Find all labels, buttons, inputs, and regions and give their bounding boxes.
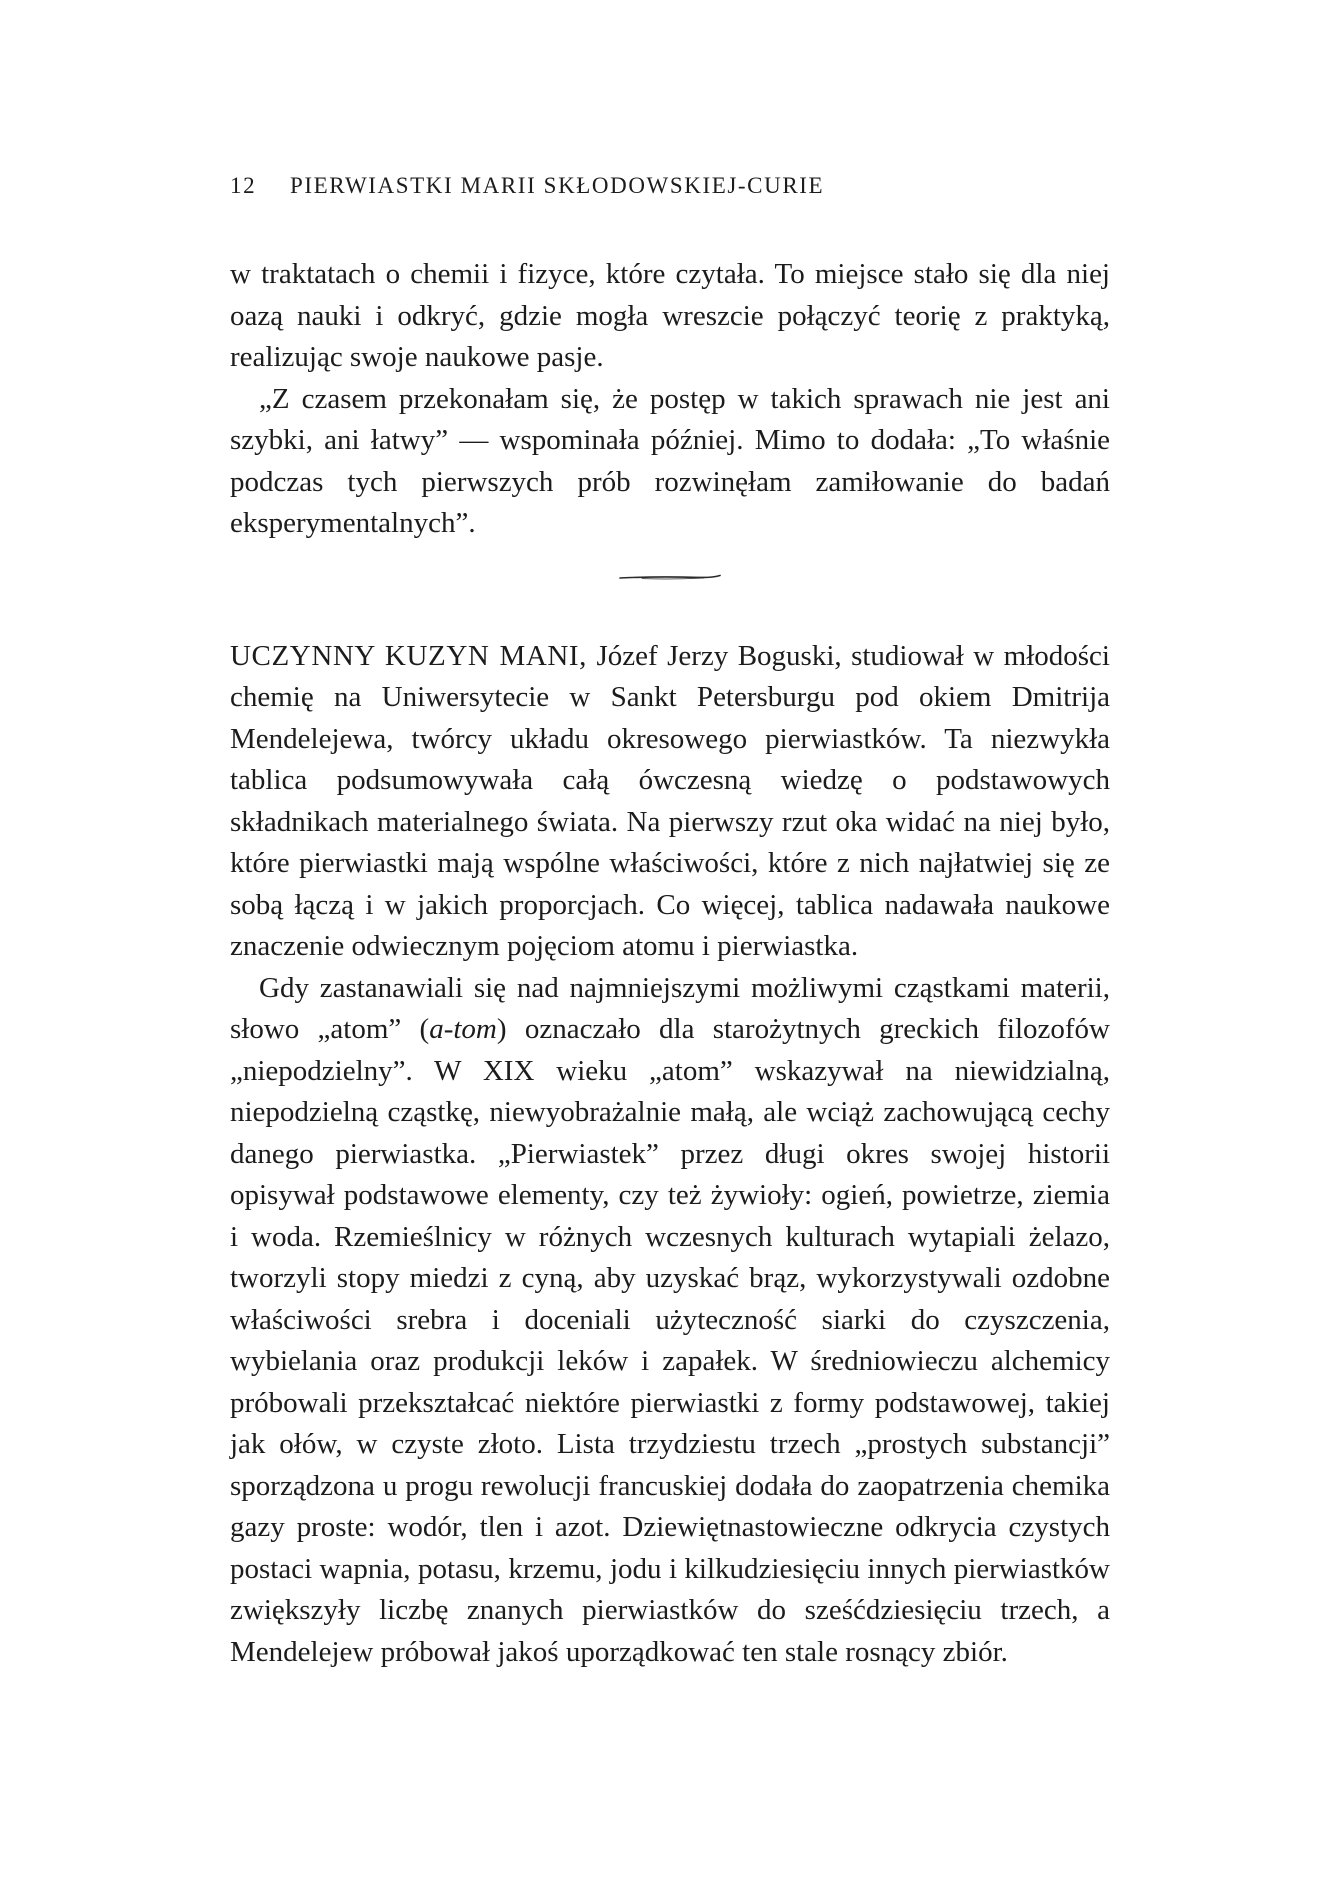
page-number: 12 [230,173,257,198]
running-title: PIERWIASTKI MARII SKŁODOWSKIEJ-CURIE [290,173,825,198]
section-2 [230,636,1110,1674]
paragraph-3 [230,636,1110,968]
section-divider-ornament-icon [618,573,722,583]
section-lead-in: UCZYNNY KUZYN MANI, [230,639,588,672]
paragraph-4-italic: a-tom [429,1013,497,1045]
section-divider [230,545,1110,636]
paragraph-3-text: Józef Jerzy Boguski, studiował w młodości chemię na Uniwersytecie w Sankt Petersburgu pod okiem Dmitrija Mendelejewa, twórcy układu okresowego pierwiastków. Ta niezwykła tablica podsumowywała całą ówczesną wiedzę o podstawowych składnikach materialnego świata. Na pierwszy rzut oka widać na niej było, które pierwiastki mają wspólne właściwości, które z nich najłatwiej się ze sobą łączą i w jakich proporcjach. Co więcej, tablica nadawała naukowe znaczenie odwiecznym pojęciom atomu i pierwiastka. [230,639,1110,962]
paragraph-2: „Z czasem przekonałam się, że postęp w takich sprawach nie jest ani szybki, ani łatwy” — wspominała później. Mimo to dodała: „To właśnie podczas tych pierwszych prób rozwinęłam zamiłowanie do badań eksperymentalnych”. [230,382,1110,539]
section-1 [230,254,1110,545]
paragraph-4 [230,968,1110,1674]
paragraph-4-text-b: ) oznaczało dla starożytnych greckich filozofów „niepodzielny”. W XIX wieku „atom” wskazywał na niewidzialną, niepodzielną cząstkę, niewyobrażalnie małą, ale wciąż zachowującą cechy danego pierwiastka. „Pierwiastek” przez długi okres swojej historii opisywał podstawowe elementy, czy też żywioły: ogień, powietrze, ziemia i woda. Rzemieślnicy w różnych wczesnych kulturach wytapiali żelazo, tworzyli stopy miedzi z cyną, aby uzyskać brąz, wykorzystywali ozdobne właściwości srebra i doceniali użyteczność siarki do czyszczenia, wybielania oraz produkcji leków i zapałek. W średniowieczu alchemicy próbowali przekształcać niektóre pierwiastki z formy podstawowej, takiej jak ołów, w czyste złoto. Lista trzydziestu trzech „prostych substancji” sporządzona u progu rewolucji francuskiej dodała do zaopatrzenia chemika gazy proste: wodór, tlen i azot. Dziewiętnastowieczne odkrycia czystych postaci wapnia, potasu, krzemu, jodu i kilkudziesięciu innych pierwiastków zwiększyły liczbę znanych pierwiastków do sześćdziesięciu trzech, a Mendelejew próbował jakoś uporządkować ten stale rosnący zbiór. [230,1013,1110,1668]
paragraph-1: w traktatach o chemii i fizyce, które czytała. To miejsce stało się dla niej oazą nauki i odkryć, gdzie mogła wreszcie połączyć teorię z praktyką, realizując swoje naukowe pasje. [230,258,1110,373]
paragraph-4-text-a: Gdy zastanawiali się nad najmniejszymi możliwymi cząstkami materii, słowo „atom” ( [230,971,1110,1045]
book-page [230,170,1110,1673]
running-header [230,170,1110,202]
